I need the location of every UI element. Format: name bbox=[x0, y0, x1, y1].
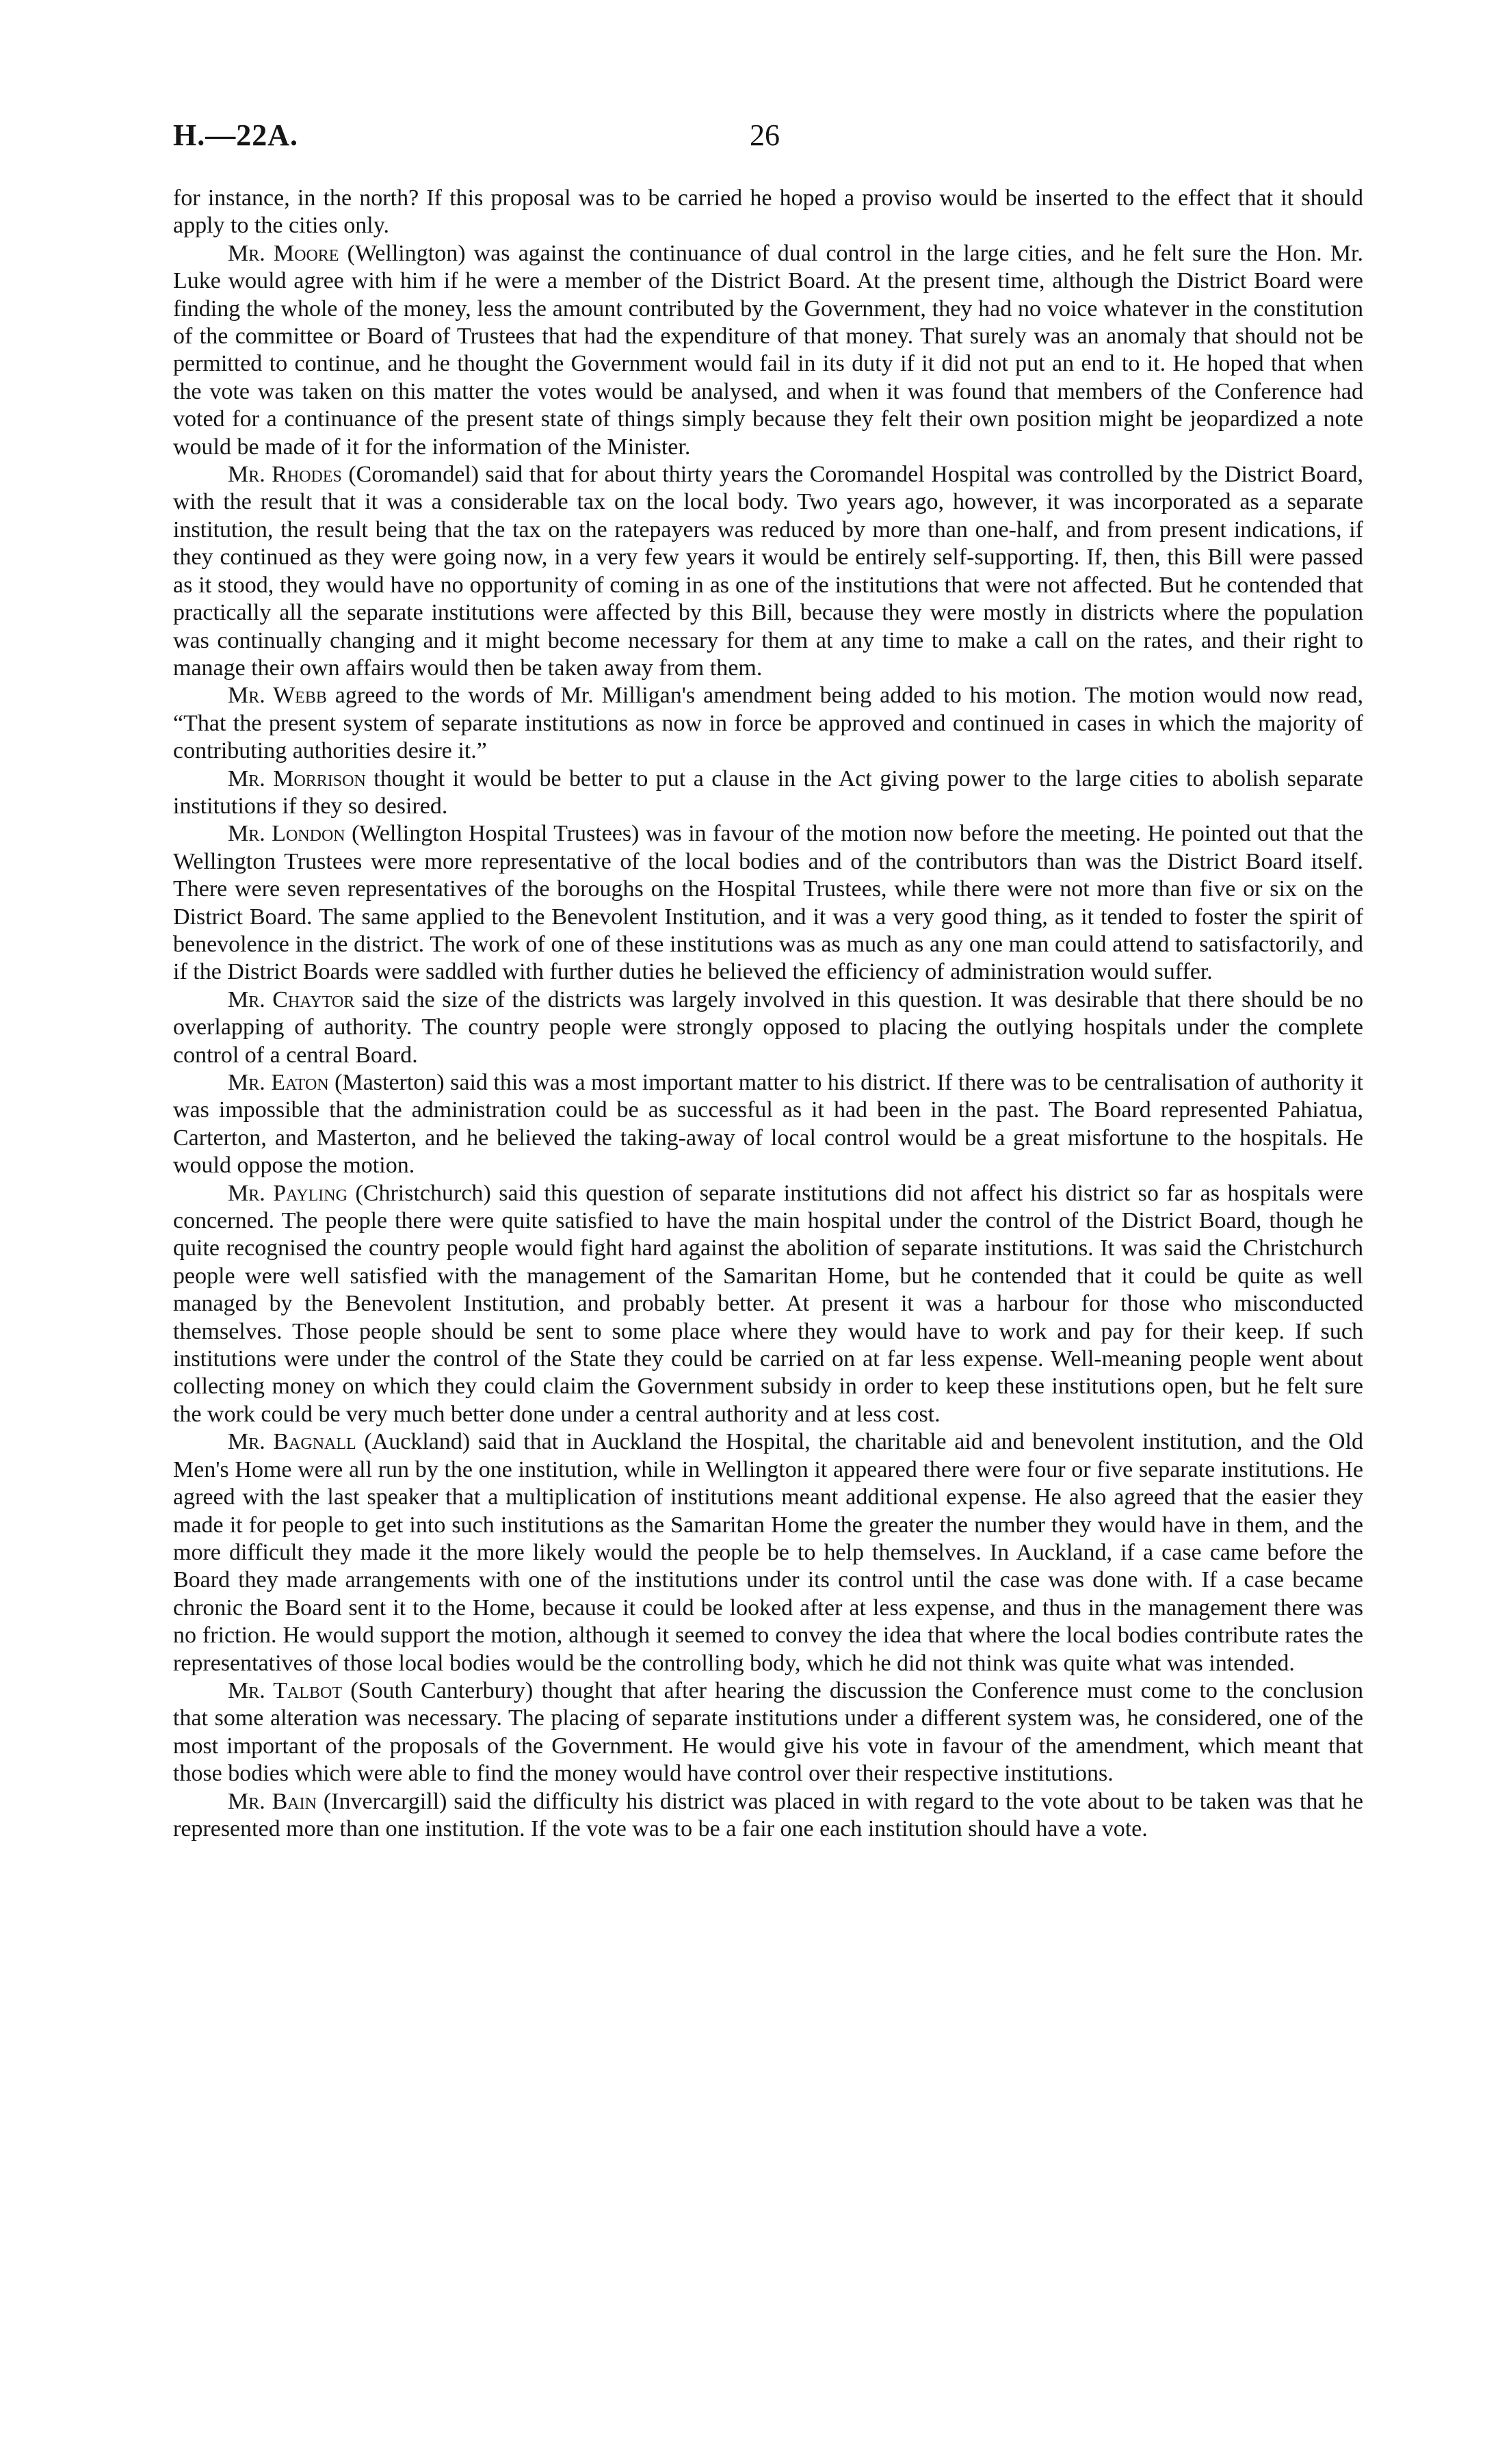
paragraph bbox=[173, 765, 1363, 821]
speaker-name: Mr. Payling bbox=[228, 1180, 347, 1206]
paragraph bbox=[173, 820, 1363, 986]
speaker-name: Mr. Moore bbox=[228, 240, 339, 266]
speaker-name: Mr. Chaytor bbox=[228, 986, 355, 1012]
paragraph bbox=[173, 240, 1363, 461]
paragraph-text: for instance, in the north? If this proposal was to be carried he hoped a proviso would be inserted to the effect that it should apply to the cities only. bbox=[173, 185, 1363, 239]
paragraph bbox=[173, 1069, 1363, 1180]
paragraph-text: thought it would be better to put a clause in the Act giving power to the large cities to abolish separate institutions if they so desired. bbox=[173, 765, 1363, 819]
paragraph-text: said the size of the districts was largely involved in this question. It was desirable that there should be no overlapping of authority. The country people were strongly opposed to placing the outlying hospitals under the complete control of a central Board. bbox=[173, 986, 1363, 1068]
paragraph-text: (South Canterbury) thought that after hearing the discussion the Conference must come to the conclusion that some alteration was necessary. The placing of separate institutions under a different system was, he considered, one of the most important of the proposals of the Government. He would give his vote in favour of the amendment, which meant that those bodies which were able to find the money would have control over their respective institutions. bbox=[173, 1677, 1363, 1787]
speaker-name: Mr. Eaton bbox=[228, 1070, 329, 1095]
page-number: 26 bbox=[750, 118, 780, 152]
paragraph bbox=[173, 1428, 1363, 1677]
speaker-name: Mr. Bain bbox=[228, 1788, 317, 1814]
paragraph-text: (Christchurch) said this question of separate institutions did not affect his district so far as hospitals were concerned. The people there were quite satisfied to have the main hospital under the control of the District Board, though he quite recognised the country people would fight hard against the abolition of separate institutions. It was said the Christchurch people were well satisfied with the management of the Samaritan Home, but he contended that it could be quite as well managed by the Benevolent Institution, and probably better. At present it was a harbour for those who misconducted themselves. Those people should be sent to some place where they would have to work and pay for their keep. If such institutions were under the control of the State they could be carried on at far less expense. Well-meaning people went about collecting money on which they could claim the Government subsidy in order to keep these institutions open, but he felt sure the work could be very much better done under a central authority and at less cost. bbox=[173, 1180, 1363, 1427]
paragraph bbox=[173, 461, 1363, 682]
paragraph bbox=[173, 1677, 1363, 1788]
speaker-name: Mr. Talbot bbox=[228, 1677, 343, 1703]
paragraph bbox=[173, 1788, 1363, 1844]
document-reference: H.—22A. bbox=[173, 118, 298, 152]
paragraph-text: (Wellington Hospital Trustees) was in favour of the motion now before the meeting. He pointed out that the Wellington Trustees were more representative of the local bodies and of the contributors than was the District Board itself. There were seven representatives of the boroughs on the Hospital Trustees, while there were not more than five or six on the District Board. The same applied to the Benevolent Institution, and it was a very good thing, as it tended to foster the spirit of benevolence in the district. The work of one of these institutions was as much as any one man could attend to satisfactorily, and if the District Boards were saddled with further duties he believed the efficiency of administration would suffer. bbox=[173, 821, 1364, 985]
speaker-name: Mr. Bagnall bbox=[228, 1429, 356, 1455]
paragraph-text: (Invercargill) said the difficulty his district was placed in with regard to the vote about to be taken was that he represented more than one institution. If the vote was to be a fair one each institution should have a vote. bbox=[173, 1788, 1363, 1842]
paragraph bbox=[173, 1180, 1363, 1429]
speaker-name: Mr. Webb bbox=[228, 683, 327, 709]
speaker-name: Mr. Morrison bbox=[228, 765, 366, 791]
paragraph-text: (Auckland) said that in Auckland the Hospital, the charitable aid and benevolent institution, and the Old Men's Home were all run by the one institution, while in Wellington it appeared there were four or five separate institutions. He agreed with the last speaker that a multiplication of institutions meant additional expense. He also agreed that the easier they made it for people to get into such institutions as the Samaritan Home the greater the number they would have in them, and the more difficult they made it the more likely would the people be to help themselves. In Auckland, if a case came before the Board they made arrangements with one of the institutions under its control until the case was done with. If a case became chronic the Board sent it to the Home, because it could be looked after at less expense, and thus in the management there was no friction. He would support the motion, although it seemed to convey the idea that where the local bodies contribute rates the representatives of those local bodies would be the controlling body, which he did not think was quite what was intended. bbox=[173, 1429, 1363, 1676]
paragraph-text: (Wellington) was against the continuance of dual control in the large cities, and he felt sure the Hon. Mr. Luke would agree with him if he were a member of the District Board. At the present time, although the District Board were finding the whole of the money, less the amount contributed by the Government, they had no voice whatever in the constitution of the committee or Board of Trustees that had the expenditure of that money. That surely was an anomaly that should not be permitted to continue, and he thought the Government would fail in its duty if it did not put an end to it. He hoped that when the vote was taken on this matter the votes would be analysed, and when it was found that members of the Conference had voted for a continuance of the present state of things simply because they felt their own position might be jeopardized a note would be made of it for the information of the Minister. bbox=[173, 240, 1363, 460]
paragraph bbox=[173, 185, 1363, 240]
body-text bbox=[173, 185, 1363, 1843]
paragraph bbox=[173, 682, 1363, 765]
speaker-name: Mr. London bbox=[228, 821, 345, 847]
paragraph-text: (Coromandel) said that for about thirty years the Coromandel Hospital was controlled by the District Board, with the result that it was a considerable tax on the local body. Two years ago, however, it was incorporated as a separate institution, the result being that the tax on the ratepayers was reduced by more than one-half, and from present indications, if they continued as they were going now, in a very few years it would be entirely self-supporting. If, then, this Bill were passed as it stood, they would have no opportunity of coming in as one of the institutions that were not affected. But he contended that practically all the separate institutions were affected by this Bill, because they were mostly in districts where the population was continually changing and it might become necessary for them at any time to make a call on the rates, and their right to manage their own affairs would then be taken away from them. bbox=[173, 462, 1363, 681]
paragraph-text: (Masterton) said this was a most important matter to his district. If there was to be centralisation of authority it was impossible that the administration could be as successful as it had been in the past. The Board represented Pahiatua, Carterton, and Masterton, and he believed the taking-away of local control would be a great misfortune to the hospitals. He would oppose the motion. bbox=[173, 1070, 1363, 1179]
paragraph-text: agreed to the words of Mr. Milligan's amendment being added to his motion. The motion would now read, “That the present system of separate institutions as now in force be approved and continued in cases in which the majority of contributing authorities desire it.” bbox=[173, 683, 1363, 764]
speaker-name: Mr. Rhodes bbox=[228, 462, 342, 488]
paragraph bbox=[173, 986, 1363, 1069]
